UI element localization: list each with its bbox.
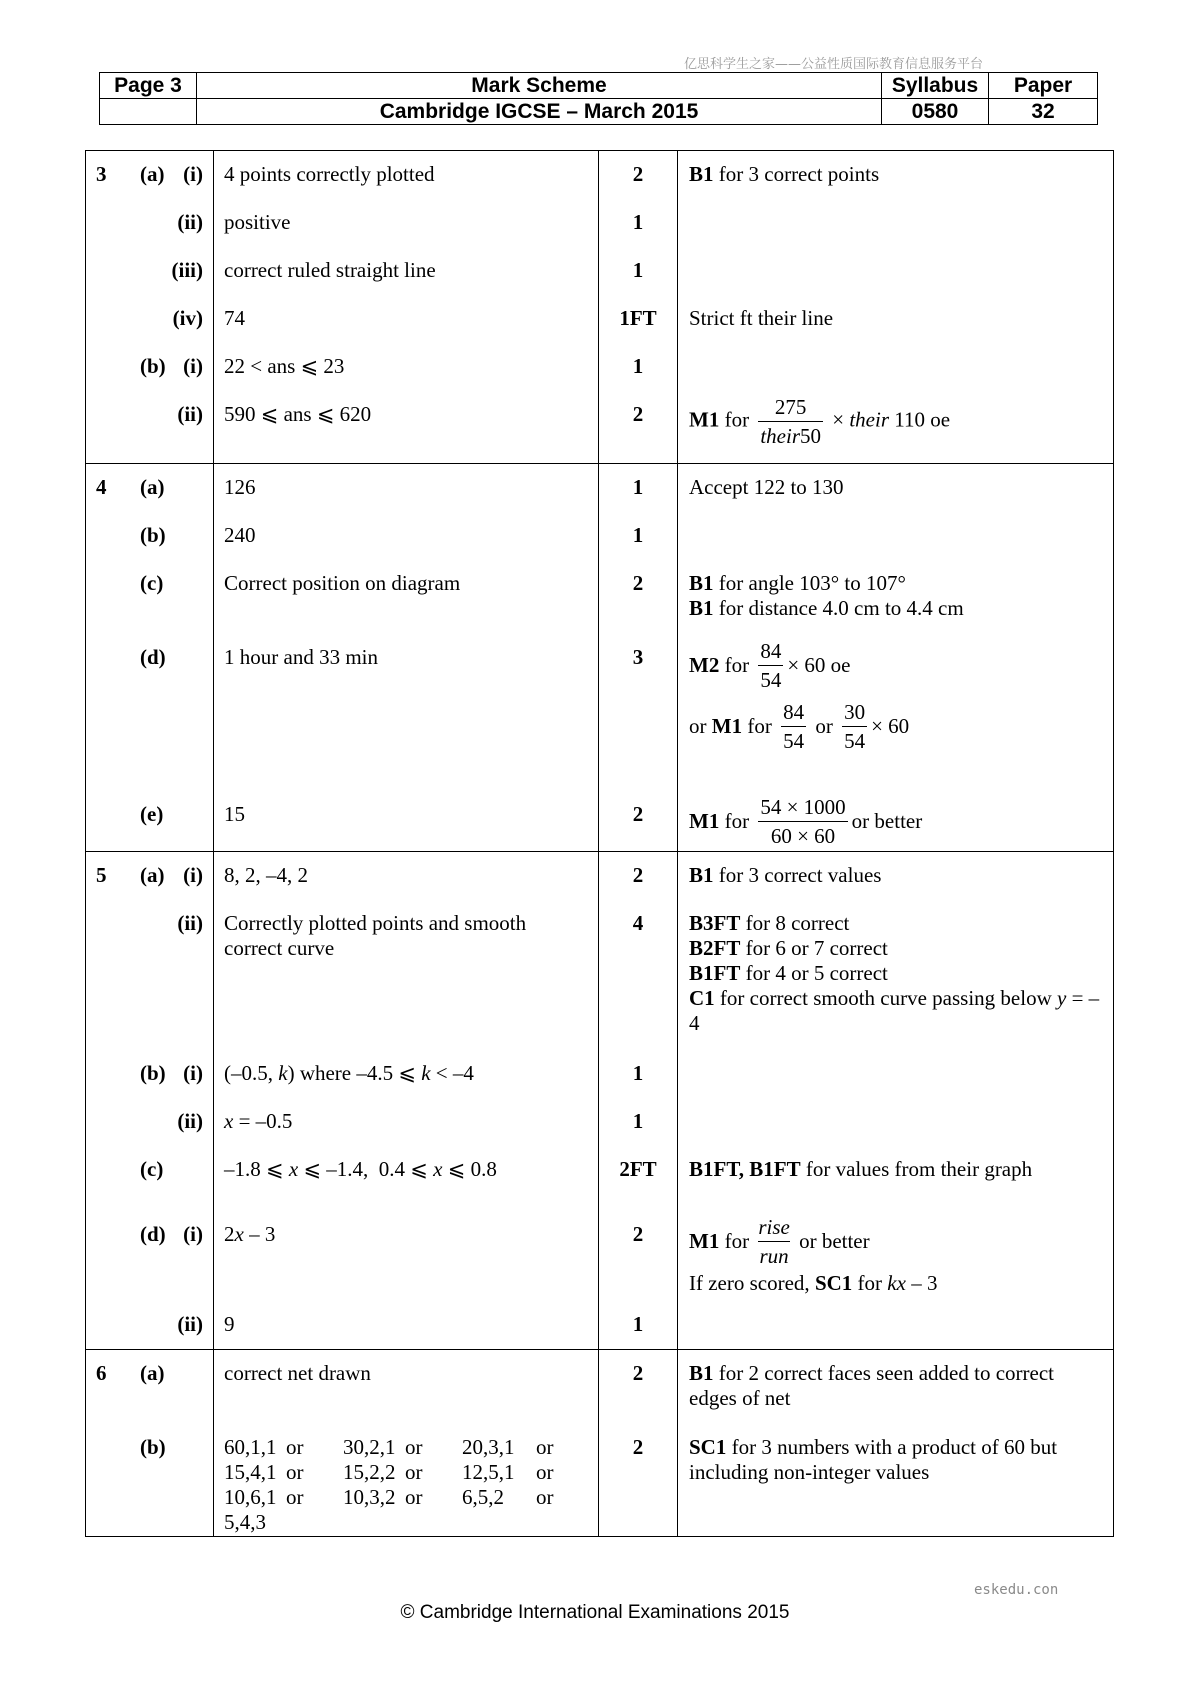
guidance: M1 for $\frac{54 \times 1000}{60 \times 60}$ or better [689, 794, 923, 848]
mark: 1FT [619, 306, 657, 330]
mark: 1 [632, 1109, 644, 1133]
question-4 [86, 464, 1114, 852]
subpart-label: (ii) [177, 1109, 203, 1133]
guidance: B1 for 3 correct values [689, 863, 882, 887]
part-label: (a) [140, 162, 165, 186]
paper-number: 32 [989, 99, 1098, 125]
guidance: B1 for 3 correct points [689, 162, 880, 186]
mark: 2 [632, 571, 644, 595]
exam-title: Cambridge IGCSE – March 2015 [197, 99, 882, 125]
question-number: 5 [96, 863, 107, 887]
footer-watermark: eskedu.con [974, 1582, 1059, 1598]
fraction: $\frac{30}{54}$ [844, 699, 866, 753]
question-5 [86, 852, 1114, 1350]
guidance: B1 for 2 correct faces seen added to correct edges of net [689, 1361, 1054, 1410]
mark: 2 [632, 863, 644, 887]
guidance: M2 for $\frac{84}{54}$ × 60 oe or M1 for $\frac{84}{54}$ or $\frac{30}{54}$ × 60 [689, 638, 910, 753]
answer: 1 hour and 33 min [224, 645, 378, 669]
header-table [99, 72, 1098, 125]
answer: 74 [224, 306, 245, 330]
fraction: $\frac{84}{54}$ [783, 699, 805, 753]
subpart-label: (i) [183, 1061, 203, 1085]
question-6 [86, 1350, 1114, 1537]
subpart-label: (i) [183, 354, 203, 378]
mark: 2FT [619, 1157, 657, 1181]
page-label: Page 3 [100, 73, 197, 99]
question-number: 3 [96, 162, 107, 186]
mark: 4 [632, 911, 644, 935]
syllabus-label: Syllabus [882, 73, 989, 99]
guidance: B3FT for 8 correct B2FT for 6 or 7 correct B1FT for 4 or 5 correct C1 for correct smooth curve passing below y = –4 [689, 911, 1100, 1035]
mark-scheme-table [85, 150, 1114, 1537]
part-label: (b) [140, 523, 166, 547]
part-label: (b) [140, 1435, 166, 1459]
answer: 2x – 3 [224, 1222, 276, 1246]
part-label: (a) [140, 475, 165, 499]
answer: 22 < ans ⩽ 23 [224, 354, 345, 378]
answer [214, 1424, 598, 1536]
answer: x = –0.5 [224, 1109, 293, 1133]
answer: (–0.5, k) where –4.5 ⩽ k < –4 [224, 1061, 474, 1085]
guidance: Accept 122 to 130 [689, 475, 844, 499]
answer: 126 [224, 475, 256, 499]
mark: 1 [632, 258, 644, 282]
guidance: SC1 for 3 numbers with a product of 60 but including non-integer values [689, 1435, 1058, 1484]
guidance: B1FT, B1FT for values from their graph [689, 1157, 1033, 1181]
question-3 [86, 151, 1114, 464]
mark: 2 [632, 1361, 644, 1385]
guidance: M1 for $\frac{\text{rise}}{\text{run}}$ or better If zero scored, SC1 for kx – 3 [689, 1214, 938, 1295]
copyright-footer: © Cambridge International Examinations 2015 [400, 1602, 790, 1623]
subpart-label: (ii) [177, 911, 203, 935]
answer: Correctly plotted points and smooth correct curve [224, 911, 527, 960]
watermark-text: 亿思科学生之家——公益性质国际教育信息服务平台 [684, 57, 984, 72]
part-label: (a) [140, 1361, 165, 1385]
answer: correct ruled straight line [224, 258, 436, 282]
paper-label: Paper [989, 73, 1098, 99]
guidance: M1 for $\frac{275}{\text{their50}}$ × their 110 oe [689, 395, 951, 448]
mark: 2 [632, 402, 644, 426]
fraction: $\frac{275}{\text{their50}}$ [760, 395, 821, 448]
subpart-label: (ii) [177, 210, 203, 234]
answer: 8, 2, –4, 2 [224, 863, 308, 887]
answer: correct net drawn [224, 1361, 371, 1385]
mark: 1 [632, 475, 644, 499]
subpart-label: (i) [183, 863, 203, 887]
answer: –1.8 ⩽ x ⩽ –1.4, 0.4 ⩽ x ⩽ 0.8 [224, 1157, 497, 1181]
question-number: 6 [96, 1361, 107, 1385]
mark: 3 [632, 645, 644, 669]
subpart-label: (ii) [177, 1312, 203, 1336]
part-label: (a) [140, 863, 165, 887]
part-label: (b) [140, 1061, 166, 1085]
syllabus-code: 0580 [882, 99, 989, 125]
mark: 1 [632, 1061, 644, 1085]
part-label: (d) [140, 645, 166, 669]
answer: 15 [224, 802, 245, 826]
mark: 1 [632, 354, 644, 378]
question-number: 4 [96, 475, 107, 499]
answer: 240 [224, 523, 256, 547]
answer: 4 points correctly plotted [224, 162, 435, 186]
answer: positive [224, 210, 291, 234]
part-label: (d) [140, 1222, 166, 1246]
mark: 2 [632, 162, 644, 186]
answer: Correct position on diagram [224, 571, 461, 595]
header-blank [100, 99, 197, 125]
part-label: (c) [140, 571, 164, 595]
part-label: (b) [140, 354, 166, 378]
fraction: $\frac{54 \times 1000}{60 \times 60}$ [760, 794, 846, 848]
subpart-label: (i) [183, 1222, 203, 1246]
mark: 1 [632, 210, 644, 234]
fraction: $\frac{84}{54}$ [760, 638, 782, 692]
answer: 590 ⩽ ans ⩽ 620 [224, 402, 372, 426]
document-title: Mark Scheme [197, 73, 882, 99]
subpart-label: (iv) [172, 306, 203, 330]
guidance: Strict ft their line [689, 306, 834, 330]
part-label: (e) [140, 802, 164, 826]
mark: 2 [632, 1435, 644, 1459]
mark: 1 [632, 523, 644, 547]
part-label: (c) [140, 1157, 164, 1181]
mark: 1 [632, 1312, 644, 1336]
subpart-label: (i) [183, 162, 203, 186]
guidance: B1 for angle 103° to 107° B1 for distance 4.0 cm to 4.4 cm [689, 571, 964, 620]
mark: 2 [632, 802, 644, 826]
fraction: $\frac{\text{rise}}{\text{run}}$ [758, 1214, 790, 1268]
factor-triples-grid: 60,1,1 or 30,2,1 or 20,3,1 or 15,4,1 or 15,2,2 or 12,5,1 or 10,6,1 or 10,3,2 or 6,5,2 or 5,4,3 [224, 1435, 554, 1534]
subpart-label: (iii) [171, 258, 203, 282]
mark: 2 [632, 1222, 644, 1246]
subpart-label: (ii) [177, 402, 203, 426]
answer: 9 [224, 1312, 235, 1336]
